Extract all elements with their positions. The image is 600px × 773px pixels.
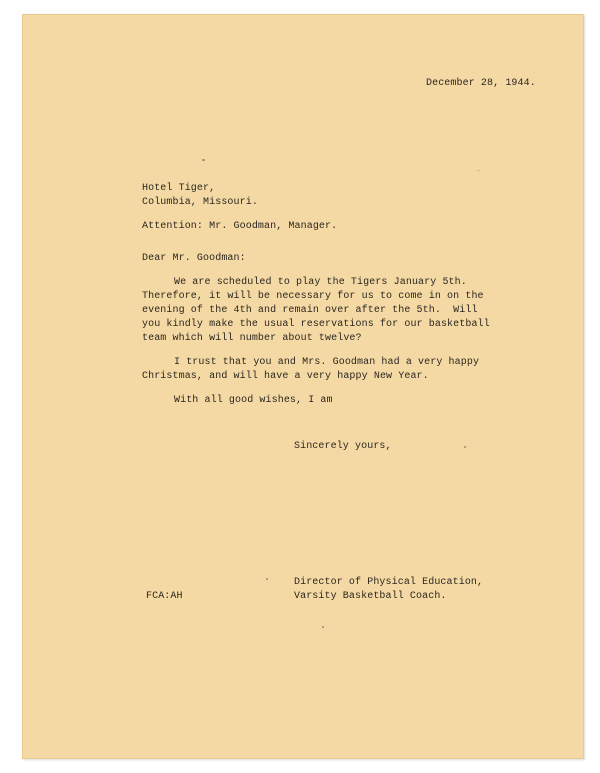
paper-speck	[266, 578, 268, 580]
paragraph-1-line: We are scheduled to play the Tigers January 5th.	[174, 277, 467, 288]
signature-subtitle: Varsity Basketball Coach.	[294, 591, 447, 602]
paper-speck	[322, 626, 324, 628]
paragraph-1-line: evening of the 4th and remain over after the 5th. Will	[142, 305, 478, 316]
attention-line: Attention: Mr. Goodman, Manager.	[142, 221, 338, 232]
paragraph-3: With all good wishes, I am	[174, 395, 333, 406]
signature-title: Director of Physical Education,	[294, 577, 484, 588]
paragraph-1-line: you kindly make the usual reservations for our basketball	[142, 319, 490, 330]
recipient-name: Hotel Tiger,	[142, 183, 216, 194]
typist-initials: FCA:AH	[146, 591, 183, 602]
letter-date: December 28, 1944.	[426, 78, 536, 89]
paragraph-1-line: team which will number about twelve?	[142, 333, 362, 344]
paper-speck	[477, 170, 480, 171]
paragraph-2-line: Christmas, and will have a very happy New Year.	[142, 371, 429, 382]
paragraph-1-line: Therefore, it will be necessary for us to come in on the	[142, 291, 484, 302]
letter-page	[22, 14, 584, 759]
paragraph-2-line: I trust that you and Mrs. Goodman had a very happy	[174, 357, 480, 368]
recipient-address: Columbia, Missouri.	[142, 197, 258, 208]
closing: Sincerely yours,	[294, 441, 392, 452]
salutation: Dear Mr. Goodman:	[142, 253, 246, 264]
paper-speck	[202, 159, 205, 161]
paper-speck	[464, 446, 466, 448]
